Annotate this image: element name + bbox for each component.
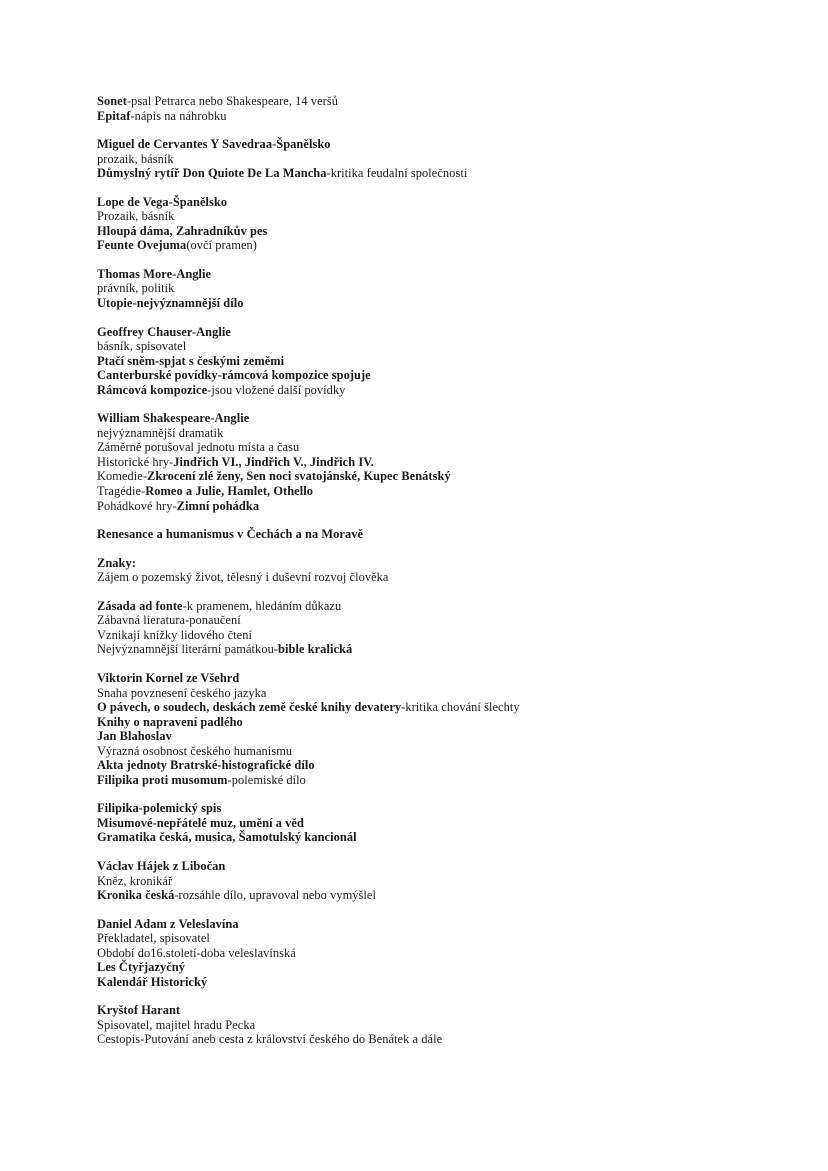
text-line — [97, 744, 757, 759]
text-line — [97, 859, 757, 874]
bold-run: Geoffrey Chauser-Anglie — [97, 324, 231, 339]
text-line — [97, 830, 757, 845]
text-run: (ovčí pramen) — [186, 238, 257, 253]
bold-run: bible kralická — [278, 642, 353, 657]
text-run: -kritika chování šlechty — [401, 700, 520, 715]
bold-run: Zkrocení zlé ženy, Sen noci svatojánské, Kupec Benátský — [147, 469, 451, 484]
text-line — [97, 613, 757, 628]
bold-run: Daniel Adam z Veleslavína — [97, 916, 239, 931]
bold-run: Kalendář Historický — [97, 974, 208, 989]
bold-run: Thomas More-Anglie — [97, 266, 212, 281]
text-block-shakespeare — [97, 411, 757, 513]
text-line — [97, 368, 757, 383]
text-line — [97, 383, 757, 398]
bold-run: Knihy o napravení padlého — [97, 714, 243, 729]
bold-run: Ptačí sněm-spjat s českými zeměmi — [97, 353, 285, 368]
text-block-filipika — [97, 801, 757, 845]
bold-run: Utopie-nejvýznamnější dílo — [97, 296, 244, 311]
text-run: -kritika feudalní společnosti — [326, 166, 468, 181]
bold-run: Sonet — [97, 94, 127, 108]
text-line — [97, 686, 757, 701]
text-line — [97, 773, 757, 788]
bold-run: Akta jednoty Bratrské-histografické dílo — [97, 758, 315, 773]
bold-run: Důmyslný rytíř Don Quiote De La Mancha — [97, 166, 327, 181]
bold-run: Jan Blahoslav — [97, 729, 172, 744]
text-run: Překladatel, spisovatel — [97, 931, 210, 946]
text-run: Zájem o pozemský život, tělesný i duševní rozvoj člověka — [97, 570, 389, 585]
text-line — [97, 816, 757, 831]
bold-run: Znaky: — [97, 555, 136, 570]
text-block-zasada — [97, 599, 757, 657]
bold-run: Misumové-nepřátelé muz, umění a věd — [97, 815, 304, 830]
text-block-harant — [97, 1003, 757, 1047]
text-block-vsehrd-blahoslav — [97, 671, 757, 787]
text-line — [97, 166, 757, 181]
text-run: Tragédie- — [97, 484, 146, 499]
bold-run: Jindřich VI., Jindřich V., Jindřich IV. — [173, 454, 374, 469]
text-line — [97, 484, 757, 499]
text-run: Zábavná lieratura-ponaučení — [97, 613, 241, 628]
bold-run: Canterburské povídky-rámcová kompozice spojuje — [97, 368, 371, 383]
text-line — [97, 715, 757, 730]
text-line — [97, 642, 757, 657]
text-run: nejvýznamnější dramatik — [97, 425, 224, 440]
text-run: Pohádkové hry- — [97, 498, 177, 513]
text-run: Kněz, kronikář — [97, 873, 173, 888]
text-line — [97, 426, 757, 441]
bold-run: Zásada ad fonte — [97, 598, 183, 613]
bold-run: Rámcová kompozice — [97, 382, 208, 397]
bold-run: Filipika proti musomum — [97, 772, 228, 787]
text-run: Vznikají knížky lidového čtení — [97, 627, 252, 642]
text-line — [97, 917, 757, 932]
text-line — [97, 411, 757, 426]
bold-run: Kryštof Harant — [97, 1003, 181, 1018]
bold-run: Les Čtyřjazyčný — [97, 960, 185, 975]
text-line — [97, 195, 757, 210]
text-line — [97, 628, 757, 643]
text-line — [97, 238, 757, 253]
text-line — [97, 209, 757, 224]
text-line — [97, 888, 757, 903]
text-line — [97, 267, 757, 282]
bold-run: Filipika-polemický spis — [97, 801, 222, 816]
text-run: prozaik, básník — [97, 151, 174, 166]
text-line — [97, 137, 757, 152]
text-line — [97, 281, 757, 296]
text-run: Období do16.století-doba veleslavínská — [97, 945, 296, 960]
bold-run: Zimní pohádka — [176, 498, 260, 513]
text-line — [97, 758, 757, 773]
text-block-terms — [97, 94, 757, 123]
bold-run: Hloupá dáma, Zahradníkův pes — [97, 223, 268, 238]
text-line — [97, 455, 757, 470]
text-line — [97, 109, 757, 124]
text-run: Záměrně porušoval jednotu místa a času — [97, 440, 300, 455]
bold-run: Renesance a humanismus v Čechách a na Moravě — [97, 527, 364, 542]
text-line — [97, 801, 757, 816]
text-line — [97, 469, 757, 484]
text-line — [97, 671, 757, 686]
text-run: Spisovatel, majitel hradu Pecka — [97, 1017, 256, 1032]
text-run: -rozsáhle dílo, upravoval nebo vymýšlel — [174, 888, 376, 903]
text-line — [97, 599, 757, 614]
text-line — [97, 440, 757, 455]
text-line — [97, 499, 757, 514]
text-line — [97, 975, 757, 990]
text-run: Nejvýznamnější literární památkou- — [97, 642, 279, 657]
bold-run: Miguel de Cervantes Y Savedraa-Španělsko — [97, 137, 331, 152]
text-line — [97, 339, 757, 354]
bold-run: Gramatika česká, musica, Šamotulský kancionál — [97, 830, 357, 845]
text-line — [97, 325, 757, 340]
document-text-body — [97, 94, 757, 1047]
text-line — [97, 946, 757, 961]
bold-run: Feunte Ovejuma — [97, 238, 187, 253]
bold-run: Epitaf — [97, 108, 131, 123]
text-run: -psal Petrarca nebo Shakespeare, 14 veršů — [126, 94, 338, 108]
text-run: Snaha povznesení českého jazyka — [97, 685, 267, 700]
text-run: Komedie- — [97, 469, 148, 484]
text-line — [97, 527, 757, 542]
text-block-lope-de-vega — [97, 195, 757, 253]
text-run: právník, politik — [97, 281, 175, 296]
bold-run: Romeo a Julie, Hamlet, Othello — [145, 484, 314, 499]
text-block-chauser — [97, 325, 757, 398]
text-run: Výrazná osobnost českého humanismu — [97, 743, 293, 758]
bold-run: O pávech, o soudech, deskách země české knihy devatery — [97, 700, 402, 715]
text-run: Cestopis-Putování aneb cesta z království českého do Benátek a dále — [97, 1032, 443, 1047]
bold-run: William Shakespeare-Anglie — [97, 411, 250, 426]
text-run: -jsou vložené další povídky — [207, 382, 346, 397]
text-run: -k pramenem, hledáním důkazu — [182, 598, 342, 613]
text-line — [97, 570, 757, 585]
text-block-cervantes — [97, 137, 757, 181]
text-line — [97, 960, 757, 975]
text-line — [97, 94, 757, 109]
text-line — [97, 700, 757, 715]
text-run: básník, spisovatel — [97, 339, 187, 354]
text-line — [97, 1018, 757, 1033]
text-line — [97, 152, 757, 167]
bold-run: Viktorin Kornel ze Všehrd — [97, 670, 240, 685]
text-line — [97, 296, 757, 311]
text-line — [97, 556, 757, 571]
text-line — [97, 224, 757, 239]
bold-run: Václav Hájek z Libočan — [97, 858, 226, 873]
text-block-veleslavin — [97, 917, 757, 990]
text-block-heading-renesance — [97, 527, 757, 542]
text-line — [97, 931, 757, 946]
text-run: Prozaik, básník — [97, 209, 175, 224]
text-block-thomas-more — [97, 267, 757, 311]
text-line — [97, 354, 757, 369]
bold-run: Lope de Vega-Španělsko — [97, 194, 228, 209]
text-line — [97, 1003, 757, 1018]
text-block-znaky — [97, 556, 757, 585]
text-run: -nápis na náhrobku — [130, 108, 227, 123]
bold-run: Kronika česká — [97, 888, 175, 903]
text-block-hajek — [97, 859, 757, 903]
text-line — [97, 1032, 757, 1047]
text-run: Historické hry- — [97, 454, 174, 469]
text-line — [97, 874, 757, 889]
text-run: -polemiské dílo — [227, 772, 306, 787]
text-line — [97, 729, 757, 744]
